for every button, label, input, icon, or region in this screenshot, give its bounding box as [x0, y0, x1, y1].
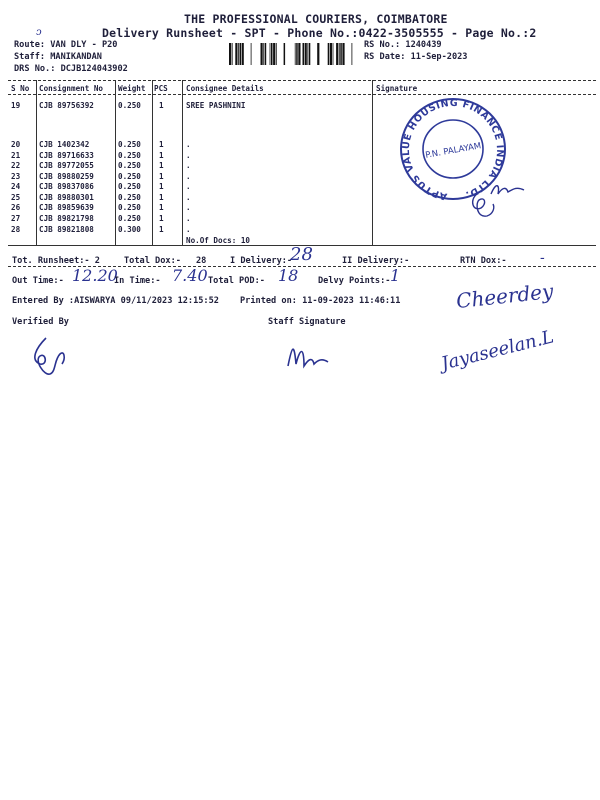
- cell-consignee: .: [186, 193, 191, 202]
- cell-consignment: CJB 89880259: [39, 172, 94, 181]
- cell-sno: 23: [11, 172, 21, 181]
- rtn-dox-label: RTN Dox:-: [460, 256, 507, 266]
- cell-weight: 0.250: [118, 193, 141, 202]
- rs-date: RS Date: 11-Sep-2023: [364, 52, 468, 62]
- header-consignee: Consignee Details: [186, 84, 264, 93]
- corner-scribble-icon: ↄ: [36, 27, 42, 38]
- cell-consignee: .: [186, 161, 191, 170]
- table-row: [0, 214, 600, 225]
- tot-runsheet: Tot. Runsheet:- 2: [12, 256, 100, 266]
- cell-sno: 26: [11, 203, 21, 212]
- cell-consignee: .: [186, 182, 191, 191]
- company-title: THE PROFESSIONAL COURIERS, COIMBATORE: [184, 12, 448, 26]
- out-time-label: Out Time:-: [12, 276, 64, 286]
- cell-consignment: CJB 89837086: [39, 182, 94, 191]
- rtn-dox-handwritten: -: [540, 250, 545, 266]
- cell-weight: 0.250: [118, 182, 141, 191]
- verified-by-label: Verified By: [12, 317, 69, 327]
- staff-signature-icon: [282, 336, 332, 376]
- cell-sno: 20: [11, 140, 21, 149]
- cell-pcs: 1: [159, 193, 164, 202]
- cell-pcs: 1: [159, 172, 164, 181]
- barcode-icon: [229, 43, 359, 65]
- table-row: [0, 225, 600, 236]
- cell-weight: 0.250: [118, 203, 141, 212]
- cell-sno: 28: [11, 225, 21, 234]
- cell-weight: 0.300: [118, 225, 141, 234]
- cell-pcs: 1: [159, 140, 164, 149]
- header-consignment: Consignment No: [39, 84, 104, 93]
- cell-consignment: CJB 1402342: [39, 140, 90, 149]
- cell-consignee: .: [186, 151, 191, 160]
- no-of-docs: No.Of Docs: 10: [186, 236, 251, 245]
- cell-consignment: CJB 89716633: [39, 151, 94, 160]
- cell-sno: 22: [11, 161, 21, 170]
- route-label: Route: VAN DLY - P20: [14, 40, 118, 50]
- cell-consignee: .: [186, 214, 191, 223]
- cell-consignment: CJB 89756392: [39, 101, 94, 110]
- cell-consignment: CJB 89772055: [39, 161, 94, 170]
- i-delivery-handwritten: 28: [290, 244, 313, 265]
- total-dox-value: 28: [196, 256, 207, 266]
- delvy-points-handwritten: 1: [390, 266, 401, 285]
- cell-pcs: 1: [159, 151, 164, 160]
- in-time-label: In Time:-: [114, 276, 161, 286]
- handwritten-name-1: Cheerdey: [455, 278, 555, 314]
- staff-label: Staff: MANIKANDAN: [14, 52, 102, 62]
- header-sno: S No: [11, 84, 30, 93]
- verifier-signature-icon: [26, 334, 70, 380]
- cell-sno: 24: [11, 182, 21, 191]
- table-top-rule: [8, 80, 596, 81]
- out-time-handwritten: 12.20: [72, 266, 118, 285]
- cell-weight: 0.250: [118, 151, 141, 160]
- header-pcs: PCS: [154, 84, 168, 93]
- cell-pcs: 1: [159, 101, 164, 110]
- cell-weight: 0.250: [118, 101, 141, 110]
- header-signature: Signature: [376, 84, 418, 93]
- cell-pcs: 1: [159, 225, 164, 234]
- cell-consignment: CJB 89821798: [39, 214, 94, 223]
- cell-consignee: SREE PASHNINI: [186, 101, 246, 110]
- cell-sno: 21: [11, 151, 21, 160]
- cell-sno: 27: [11, 214, 21, 223]
- entered-by: Entered By :AISWARYA 09/11/2023 12:15:52: [12, 296, 219, 306]
- handwritten-name-2: Jayaseelan.L: [439, 326, 556, 375]
- i-delivery-label: I Delivery:-: [230, 256, 293, 266]
- drs-number: DRS No.: DCJB124043902: [14, 64, 128, 74]
- cell-consignee: .: [186, 140, 191, 149]
- cell-pcs: 1: [159, 214, 164, 223]
- cell-pcs: 1: [159, 161, 164, 170]
- cell-pcs: 1: [159, 182, 164, 191]
- cell-sno: 19: [11, 101, 21, 110]
- ii-delivery-label: II Delivery:-: [342, 256, 410, 266]
- cell-pcs: 1: [159, 203, 164, 212]
- cell-consignment: CJB 89859639: [39, 203, 94, 212]
- rs-number: RS No.: 1240439: [364, 40, 442, 50]
- cell-weight: 0.250: [118, 214, 141, 223]
- delvy-points-label: Delvy Points:-: [318, 276, 391, 286]
- staff-signature-label: Staff Signature: [268, 317, 346, 327]
- cell-consignee: .: [186, 225, 191, 234]
- cell-consignment: CJB 89821808: [39, 225, 94, 234]
- cell-sno: 25: [11, 193, 21, 202]
- total-dox-label: Total Dox:-: [124, 256, 181, 266]
- cell-weight: 0.250: [118, 161, 141, 170]
- cell-consignee: .: [186, 203, 191, 212]
- total-pod-label: Total POD:-: [208, 276, 265, 286]
- stamp-center-text: P.N. PALAYAM: [424, 141, 483, 161]
- cell-weight: 0.250: [118, 140, 141, 149]
- cell-consignee: .: [186, 172, 191, 181]
- signature-scribble-icon: [463, 190, 499, 222]
- cell-weight: 0.250: [118, 172, 141, 181]
- runsheet-subtitle: Delivery Runsheet - SPT - Phone No.:0422-3505555 - Page No.:2: [102, 26, 537, 40]
- header-weight: Weight: [118, 84, 146, 93]
- in-time-handwritten: 7.40: [172, 266, 208, 285]
- total-pod-handwritten: 18: [278, 266, 299, 285]
- cell-consignment: CJB 89880301: [39, 193, 94, 202]
- stamp-ring-text: APTUS VALUE HOUSING FINANCE INDIA LTD.: [400, 97, 506, 202]
- printed-on: Printed on: 11-09-2023 11:46:11: [240, 296, 401, 306]
